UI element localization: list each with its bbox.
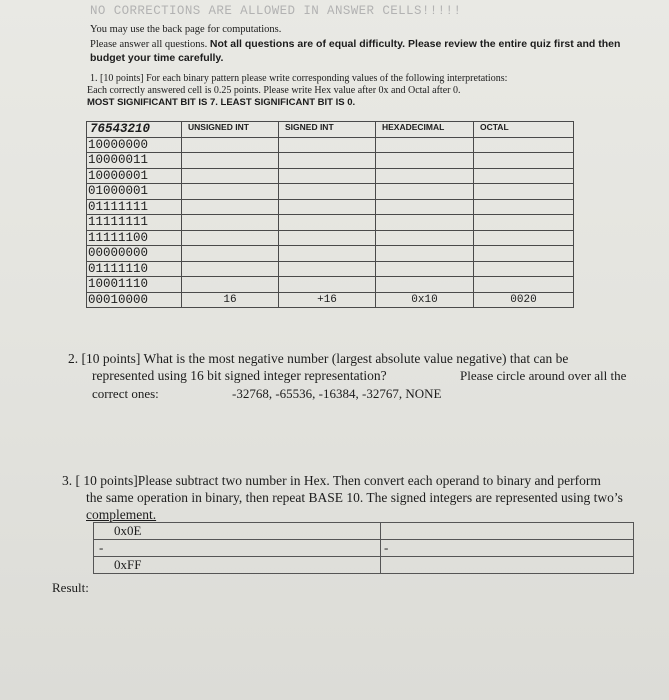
minus-sign: - (94, 540, 381, 557)
signed-cell[interactable] (279, 261, 376, 277)
hex-cell[interactable] (376, 168, 474, 184)
table-row-example (87, 292, 574, 308)
intro-line-2b: Not all questions are of equal difficulty. Please review the entire quiz first and then (209, 38, 621, 50)
bit-pattern: 11111100 (87, 230, 182, 246)
hex-cell[interactable] (376, 230, 474, 246)
bit-pattern: 00010000 (87, 292, 182, 308)
octal-cell[interactable] (474, 277, 574, 293)
table-row (87, 199, 574, 215)
bit-pattern: 11111111 (87, 215, 182, 231)
signed-cell[interactable] (279, 215, 376, 231)
subtraction-table (93, 522, 634, 574)
intro-line-2a: Please answer all questions. (90, 39, 208, 50)
hex-cell[interactable] (376, 277, 474, 293)
bit-pattern: 01111111 (87, 199, 182, 215)
table-row (87, 215, 574, 231)
q1-line-2: Each correctly answered cell is 0.25 points. Please write Hex value after 0x and Octal after 0. (87, 85, 461, 96)
q2-choices[interactable]: -32768, -65536, -16384, -32767, NONE (232, 386, 442, 401)
q2-number: 2. (68, 351, 79, 366)
signed-cell[interactable] (279, 168, 376, 184)
bit-pattern: 01111110 (87, 261, 182, 277)
octal-cell[interactable] (474, 215, 574, 231)
operand-2: 0xFF (94, 557, 381, 574)
col-header-bits: 76543210 (87, 122, 182, 138)
bit-pattern: 10000011 (87, 153, 182, 169)
q3-number: 3. (62, 473, 73, 488)
table-row (87, 261, 574, 277)
col-header-octal: OCTAL (474, 122, 574, 138)
operator-row (94, 540, 634, 557)
octal-cell[interactable] (474, 246, 574, 262)
q3-text: [ 10 points]Please subtract two number in Hex. Then convert each operand to binary and perform (75, 473, 601, 488)
intro-line-3: budget your time carefully. (90, 52, 224, 64)
q3-line-2: the same operation in binary, then repeat BASE 10. The signed integers are represented using two’s (86, 490, 623, 505)
unsigned-cell[interactable] (182, 215, 279, 231)
octal-cell[interactable] (474, 137, 574, 153)
minus-sign-right: - (381, 540, 634, 557)
bit-pattern: 10000000 (87, 137, 182, 153)
q2-line-1 (68, 351, 568, 367)
unsigned-cell[interactable] (182, 153, 279, 169)
bit-pattern: 10000001 (87, 168, 182, 184)
operand-1: 0x0E (94, 523, 381, 540)
signed-cell[interactable] (279, 137, 376, 153)
signed-cell[interactable] (279, 277, 376, 293)
octal-cell[interactable] (474, 184, 574, 200)
bit-pattern: 10001110 (87, 277, 182, 293)
unsigned-cell[interactable] (182, 184, 279, 200)
operand-row (94, 557, 634, 574)
q3-line-3: complement. (86, 507, 157, 522)
table-row (87, 246, 574, 262)
bit-pattern: 00000000 (87, 246, 182, 262)
table-header-row (87, 122, 574, 138)
octal-cell[interactable] (474, 168, 574, 184)
octal-cell[interactable] (474, 199, 574, 215)
col-header-hex: HEXADECIMAL (376, 122, 474, 138)
octal-cell[interactable] (474, 153, 574, 169)
bit-pattern: 01000001 (87, 184, 182, 200)
q2-text: [10 points] What is the most negative number (largest absolute value negative) that can be (81, 351, 569, 366)
table-row (87, 184, 574, 200)
q2-line-3: correct ones: (92, 386, 159, 401)
octal-cell[interactable] (474, 261, 574, 277)
q3-line-1 (62, 473, 601, 489)
q2-instruction: Please circle around over all the (460, 368, 627, 383)
answer-table (86, 121, 574, 308)
signed-cell[interactable] (279, 246, 376, 262)
hex-cell[interactable] (376, 199, 474, 215)
q2-line-2: represented using 16 bit signed integer representation? (92, 368, 387, 383)
intro-line-2 (90, 38, 620, 50)
q1-number: 1. (90, 73, 98, 84)
hex-cell[interactable] (376, 246, 474, 262)
hex-cell[interactable] (376, 261, 474, 277)
q1-line-3: MOST SIGNIFICANT BIT IS 7. LEAST SIGNIFICANT BIT IS 0. (87, 97, 356, 108)
q1-line-1 (90, 73, 507, 84)
table-row (87, 153, 574, 169)
table-row (87, 168, 574, 184)
operand-1-answer[interactable] (381, 523, 634, 540)
octal-cell: 0020 (474, 292, 574, 308)
table-row (87, 230, 574, 246)
unsigned-cell[interactable] (182, 261, 279, 277)
hex-cell[interactable] (376, 137, 474, 153)
table-row (87, 277, 574, 293)
octal-cell[interactable] (474, 230, 574, 246)
operand-row (94, 523, 634, 540)
signed-cell[interactable] (279, 153, 376, 169)
hex-cell[interactable] (376, 184, 474, 200)
operand-2-answer[interactable] (381, 557, 634, 574)
signed-cell[interactable] (279, 199, 376, 215)
unsigned-cell: 16 (182, 292, 279, 308)
unsigned-cell[interactable] (182, 246, 279, 262)
signed-cell[interactable] (279, 184, 376, 200)
intro-line-1: You may use the back page for computations. (90, 24, 282, 35)
signed-cell: +16 (279, 292, 376, 308)
hex-cell[interactable] (376, 153, 474, 169)
unsigned-cell[interactable] (182, 168, 279, 184)
hex-cell[interactable] (376, 215, 474, 231)
signed-cell[interactable] (279, 230, 376, 246)
unsigned-cell[interactable] (182, 199, 279, 215)
unsigned-cell[interactable] (182, 277, 279, 293)
warning-header: NO CORRECTIONS ARE ALLOWED IN ANSWER CELLS!!!!! (90, 4, 462, 18)
col-header-unsigned: UNSIGNED INT (182, 122, 279, 138)
unsigned-cell[interactable] (182, 230, 279, 246)
q1-text: [10 points] For each binary pattern please write corresponding values of the following interpretations: (100, 73, 508, 84)
result-label: Result: (52, 580, 89, 595)
table-row (87, 137, 574, 153)
unsigned-cell[interactable] (182, 137, 279, 153)
hex-cell: 0x10 (376, 292, 474, 308)
col-header-signed: SIGNED INT (279, 122, 376, 138)
